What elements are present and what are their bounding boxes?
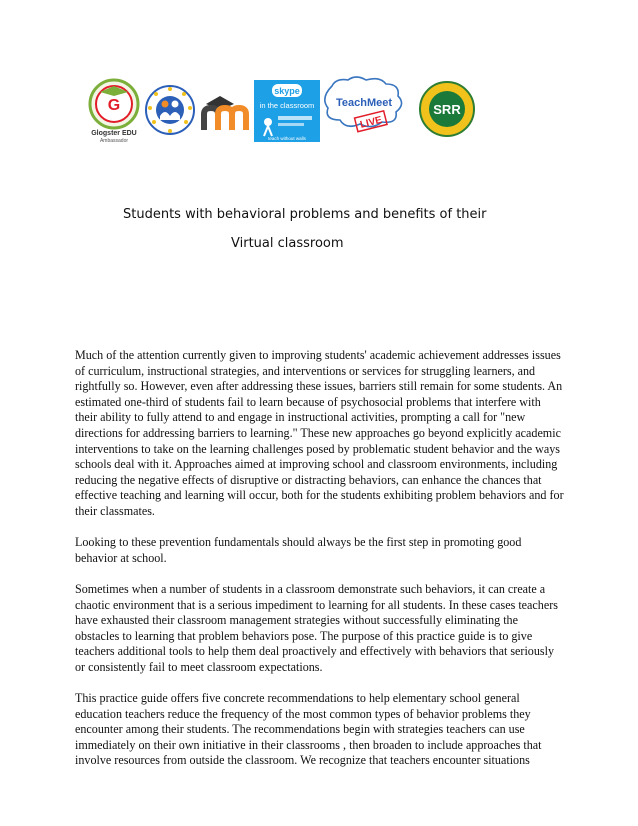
star-badge-logo [144, 82, 196, 138]
srr-seal-logo [418, 80, 476, 138]
document-body [75, 348, 565, 785]
teachmeet-live-logo [322, 76, 406, 140]
svg-text:TeachMeet: TeachMeet [335, 97, 393, 109]
paragraph: Much of the attention currently given to improving students' academic achievement addresses issues of curriculum, instructional strategies, and interventions or services for struggling learners, and rightfully so. However, even after addressing these issues, barriers still remain for some students. An estimated one-third of students fail to learn because of psychosocial problems that interfere with their ability to fully attend to and engage in instructional activities, prompting a call for "new directions for addressing barriers to learning." These new approaches go beyond explicitly academic interventions to take on the learning challenges posed by problematic student behavior and the ways schools deal with it. Approaches aimed at improving school and classroom environments, including reducing the negative effects of disruptive or distracting behaviors, can enhance the chances that effective teaching and learning will occur, both for the students exhibiting problem behaviors and for their classmates. [75, 348, 564, 518]
document-title-line-2: Virtual classroom [231, 236, 344, 251]
svg-text:in the classroom: in the classroom [259, 101, 315, 110]
svg-text:Ambassador: Ambassador [99, 138, 129, 144]
glogster-edu-logo [86, 78, 142, 144]
paragraph: Sometimes when a number of students in a classroom demonstrate such behaviors, it can create a chaotic environment that is a serious impediment to learning for all students. In these cases teachers have exhausted their classroom management strategies without successfully eliminating the obstacles to learning that problem behaviors pose. The purpose of this practice guide is to give teachers additional tools to help them deal proactively and effectively with behaviors that seriously or consistently fail to meet classroom expectations. [75, 581, 558, 674]
document-title-line-1: Students with behavioral problems and benefits of their [123, 207, 487, 222]
moodle-logo [200, 92, 254, 132]
svg-text:SRR: SRR [433, 102, 461, 117]
svg-text:Glogster EDU: Glogster EDU [91, 130, 137, 137]
logo-strip [86, 76, 486, 146]
skype-in-the-classroom-logo [254, 80, 320, 142]
svg-text:teach without walls: teach without walls [268, 136, 306, 141]
svg-text:G: G [107, 97, 121, 114]
paragraph: Looking to these prevention fundamentals should always be the first step in promoting good behavior at school. [75, 535, 522, 565]
paragraph: This practice guide offers five concrete recommendations to help elementary school general education teachers reduce the frequency of the most common types of behavior problems they encounter among their students. The recommendations begin with strategies teachers can use immediately on their own initiative in their classrooms , then broaden to include approaches that involve resources from outside the classroom. We recognize that teachers encounter situations [75, 691, 542, 768]
svg-text:skype: skype [274, 86, 300, 96]
svg-text:LIVE: LIVE [359, 114, 384, 131]
